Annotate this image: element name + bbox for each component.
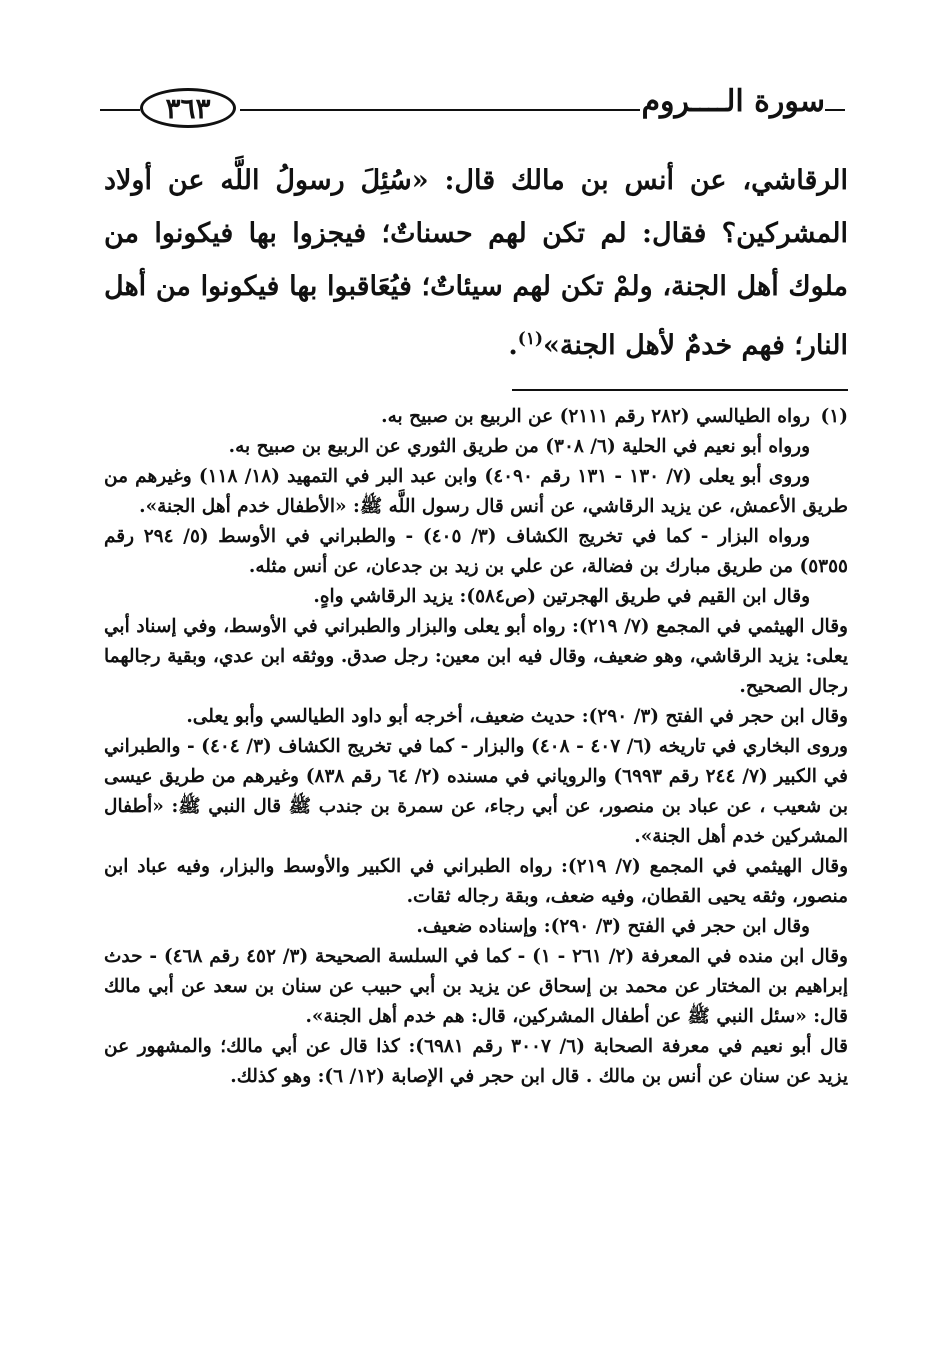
footnote-text: وقال ابن القيم في طريق الهجرتين (ص٥٨٤): يزيد الرقاشي واهٍ. [313,586,810,607]
header-rule-middle [240,109,640,111]
footnote-line [104,1032,848,1092]
footnote-separator [512,389,848,391]
page-number: ٣٦٣ [140,88,236,128]
footnote-text: وقال الهيثمي في المجمع (٧/ ٢١٩): رواه أبو يعلى والبزار والطبراني في الأوسط، وفي إسناد أبي يعلى: يزيد الرقاشي، وهو ضعيف، وقال فيه ابن معين: رجل صدق. ووثقه ابن عدي، وبقية رجالهما رجال الصحيح. [104,616,848,697]
footnotes [104,402,848,1092]
surah-title: سورة الــــروم [641,84,825,119]
footnote-line [104,462,848,522]
footnote-text: ورواه البزار - كما في تخريج الكشاف (٣/ ٤٠٥) - والطبراني في الأوسط (٥/ ٢٩٤ رقم ٥٣٥٥) من طريق مبارك بن فضالة، عن علي بن زيد بن جدعان، عن أنس مثله. [104,526,848,577]
main-end-mark: . [508,330,518,361]
footnote-text: قال أبو نعيم في معرفة الصحابة (٦/ ٣٠٠٧ رقم ٦٩٨١): كذا قال عن أبي مالك؛ والمشهور عن يزيد عن سنان عن أنس بن مالك . قال ابن حجر في الإصابة (١٢/ ٦): وهو كذلك. [104,1036,848,1087]
footnote-text: وقال ابن حجر في الفتح (٣/ ٢٩٠): وإسناده ضعيف. [416,916,810,937]
footnote-line [104,522,848,582]
main-paragraph [104,154,848,372]
footnote-line [104,702,848,732]
footnote-reference[interactable]: (١) [517,329,544,349]
header-rule-left [100,109,140,111]
header-rule-right [825,109,845,111]
footnote-text: وروى أبو يعلى (٧/ ١٣٠ - ١٣١ رقم ٤٠٩٠) وابن عبد البر في التمهيد (١٨/ ١١٨) وغيرهم من طريق الأعمش، عن يزيد الرقاشي، عن أنس قال رسول اللَّه ﷺ: «الأطفال خدم أهل الجنة». [104,466,848,517]
footnote-line [104,732,848,852]
footnote-number: (١) [820,406,848,427]
footnote-text: ورواه أبو نعيم في الحلية (٦/ ٣٠٨) من طريق الثوري عن الربيع بن صبيح به. [228,436,810,457]
main-text [104,154,848,372]
footnote-line [104,912,848,942]
footnote-line [104,852,848,912]
footnote-text: رواه الطيالسي (٢٨٢ رقم ٢١١١) عن الربيع بن صبيح به. [381,406,810,427]
footnote-text: وقال ابن حجر في الفتح (٣/ ٢٩٠): حديث ضعيف، أخرجه أبو داود الطيالسي وأبو يعلى. [186,706,848,727]
footnote-text: وروى البخاري في تاريخه (٦/ ٤٠٧ - ٤٠٨) والبزار - كما في تخريج الكشاف (٣/ ٤٠٤) - والطبراني في الكبير (٧/ ٢٤٤ رقم ٦٩٩٣) والروياني في مسنده (٢/ ٦٤ رقم ٨٣٨) وغيرهم من طريق عيسى بن شعيب ، عن عباد بن منصور، عن أبي رجاء، عن سمرة بن جندب ﷺ قال النبي ﷺ: «أطفال المشركين خدم أهل الجنة». [104,736,848,847]
footnote-text: وقال الهيثمي في المجمع (٧/ ٢١٩): رواه الطبراني في الكبير والأوسط والبزار، وفيه عباد ابن منصور، وثقه يحيى القطان، وفيه ضعف، وبقة رجاله ثقات. [104,856,848,907]
page-header [100,78,848,138]
main-paragraph-text: الرقاشي، عن أنس بن مالك قال: «سُئِلَ رسولُ اللَّه عن أولاد المشركين؟ فقال: لم تكن لهم حسناتٌ؛ فيجزوا بها فيكونوا من ملوك أهل الجنة، ولمْ تكن لهم سيئاتٌ؛ فيُعَاقبوا بها فيكونوا من أهل النار؛ فهم خدمٌ لأهل الجنة» [104,165,848,361]
footnote-line [104,582,848,612]
footnote-line [104,432,848,462]
footnote-line [104,402,848,432]
footnote-line [104,942,848,1032]
footnote-text: وقال ابن منده في المعرفة (٢/ ٢٦١ - ١) - كما في السلسة الصحيحة (٣/ ٤٥٢ رقم ٤٦٨) - حدث إبراهيم بن المختار عن محمد بن إسحاق عن يزيد بن أبي حبيب عن سنان بن سعد عن أبي مالك قال: «سئل النبي ﷺ عن أطفال المشركين، قال: هم خدم أهل الجنة». [104,946,848,1027]
footnote-line [104,612,848,702]
